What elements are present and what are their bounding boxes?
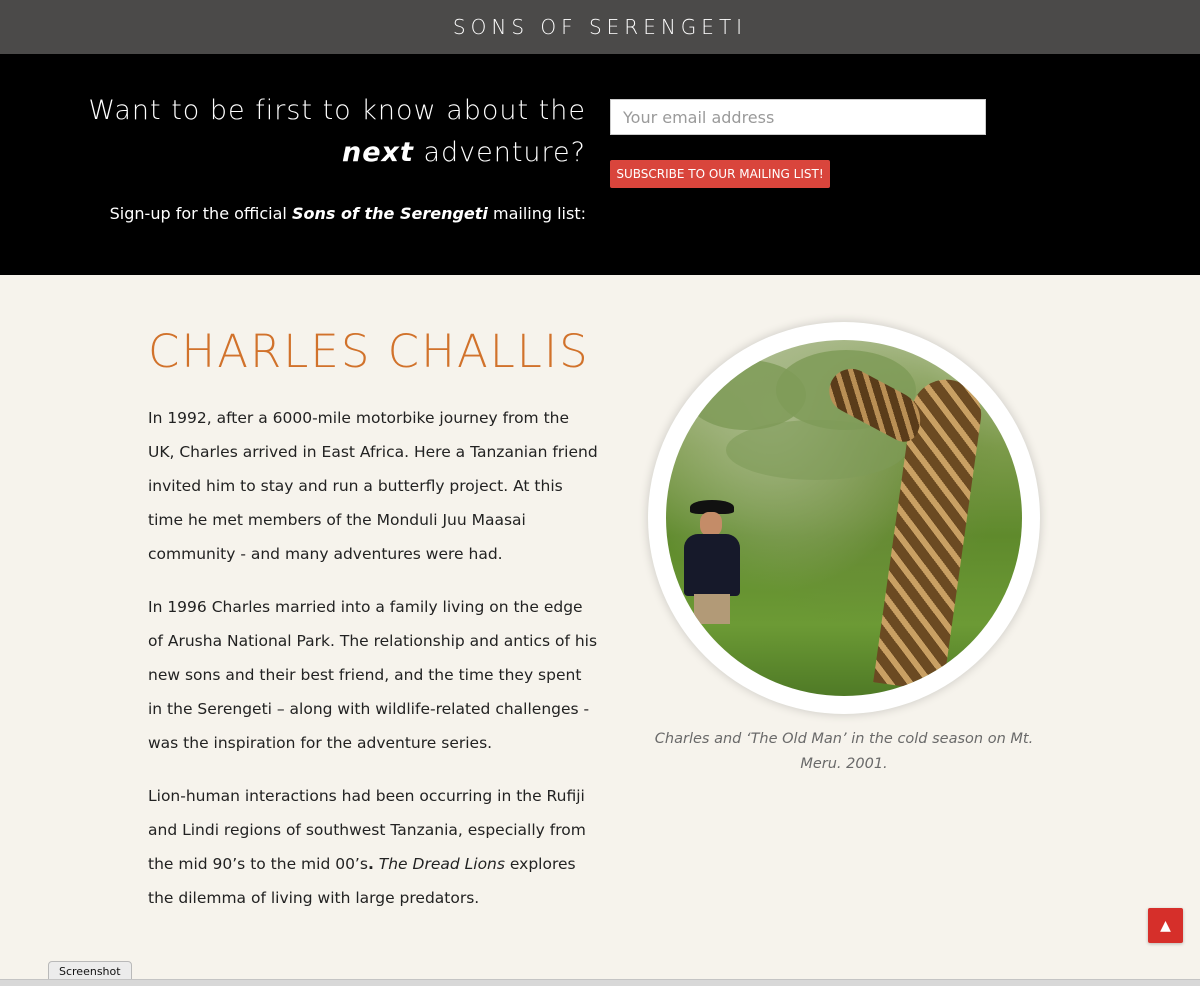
email-field[interactable] [610, 99, 986, 135]
bio-paragraph: In 1992, after a 6000-mile motorbike journey from the UK, Charles arrived in East Africa. Here a Tanzanian friend invited him to stay and run a butterfly project. At this time he met members of the Monduli Juu Maasai community - and many adventures were had. [148, 409, 598, 563]
trousers [694, 594, 730, 624]
back-to-top-button[interactable] [1148, 908, 1183, 943]
profile-section [0, 275, 1200, 986]
charles-giraffe-photo [666, 340, 1022, 696]
chevron-up-icon: ▲ [1160, 917, 1171, 934]
bio-paragraph3-prefix: Lion-human interactions had been occurring in the Rufiji and Lindi regions of southwest Tanzania, especially from the mid 90’s to the mid 00’s [148, 787, 586, 873]
bio-text [148, 401, 598, 934]
headline-text-part2: adventure? [423, 137, 586, 168]
site-header [0, 0, 1200, 54]
signup-sub-suffix: mailing list: [487, 204, 586, 223]
site-title[interactable]: SONS OF SERENGETI [452, 15, 748, 39]
photo-caption: Charles and ‘The Old Man’ in the cold season on Mt. Meru. 2001. [654, 731, 1034, 772]
screenshot-tooltip: Screenshot [48, 961, 132, 983]
window-bottom-edge [0, 979, 1200, 986]
bio-paragraph3-dot: . [367, 855, 374, 873]
face [700, 512, 722, 536]
bio-paragraph [148, 779, 598, 915]
man-figure [676, 500, 746, 620]
coat [684, 534, 740, 596]
subscribe-button[interactable]: SUBSCRIBE TO OUR MAILING LIST! [610, 160, 830, 188]
bio-paragraph: In 1996 Charles married into a family living on the edge of Arusha National Park. The relationship and antics of his new sons and their best friend, and the time they spent in the Serengeti – along with wildlife-related challenges - was the inspiration for the adventure series. [148, 598, 598, 752]
mailing-list-section [0, 54, 1200, 275]
signup-subtext [66, 204, 586, 223]
portrait-frame [648, 322, 1040, 714]
signup-sub-prefix: Sign-up for the official [109, 204, 292, 223]
headline-text-part1: Want to be first to know about the [88, 95, 586, 126]
headline-emphasis: next [342, 137, 414, 168]
page-title: CHARLES CHALLIS [148, 325, 590, 378]
signup-sub-series-name: Sons of the Serengeti [291, 204, 488, 223]
bio-paragraph3-suffix: explores the dilemma of living with large predators. [148, 855, 576, 907]
signup-headline [66, 90, 586, 174]
book-title: The Dread Lions [378, 855, 505, 873]
